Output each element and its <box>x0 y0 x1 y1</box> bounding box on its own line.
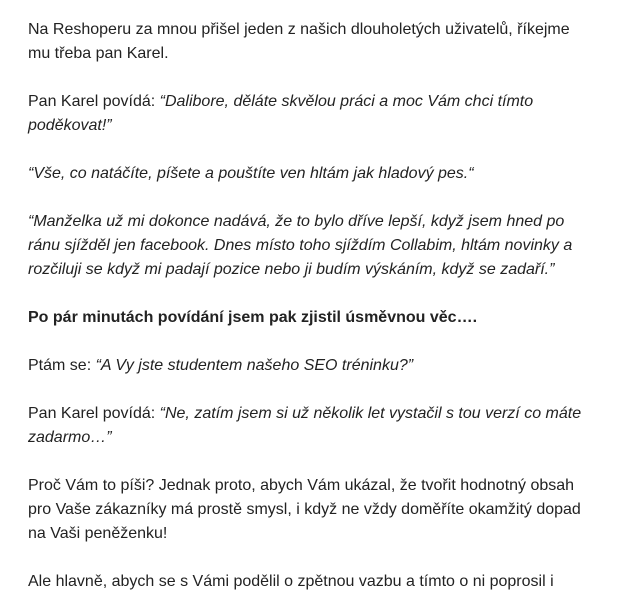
quote-thanks: “Dalibore, děláte skvělou práci a moc Vám chci tímto poděkovat!” <box>28 93 534 134</box>
paragraph-karel-answer <box>28 402 588 450</box>
paragraph-why <box>28 474 588 546</box>
paragraph-feedback <box>28 570 588 594</box>
paragraph-intro-text: Na Reshoperu za mnou přišel jeden z našich dlouholetých uživatelů, říkejme mu třeba pan Karel. <box>28 21 570 62</box>
quote-question: “A Vy jste studentem našeho SEO tréninku?” <box>95 357 414 374</box>
question-lead: Ptám se: <box>28 357 96 374</box>
paragraph-karel-thanks <box>28 90 588 138</box>
paragraph-question <box>28 354 588 378</box>
paragraph-karel-wife <box>28 210 588 282</box>
quote-answer: “Ne, zatím jsem si už několik let vystačil s tou verzí co máte zadarmo…” <box>28 405 582 446</box>
discovery-bold-text: Po pár minutách povídání jsem pak zjistil úsměvnou věc…. <box>28 309 478 326</box>
paragraph-why-text: Proč Vám to píši? Jednak proto, abych Vám ukázal, že tvořit hodnotný obsah pro Vaše zákazníky má prostě smysl, i když ne vždy doměříte okamžitý dopad na Vaši peněženku! <box>28 477 581 542</box>
paragraph-intro <box>28 18 588 66</box>
paragraph-discovery <box>28 306 588 330</box>
speaker-lead: Pan Karel povídá: <box>28 93 160 110</box>
paragraph-feedback-text: Ale hlavně, abych se s Vámi podělil o zpětnou vazbu a tímto o ni poprosil i <box>28 573 554 590</box>
paragraph-karel-hungry <box>28 162 588 186</box>
quote-hungry: “Vše, co natáčíte, píšete a pouštíte ven hltám jak hladový pes.“ <box>28 165 474 182</box>
speaker-lead-answer: Pan Karel povídá: <box>28 405 160 422</box>
quote-wife: “Manželka už mi dokonce nadává, že to bylo dříve lepší, když jsem hned po ránu sjížděl jen facebook. Dnes místo toho sjíždím Collabim, hltám novinky a rozčiluji se když mi padají pozice nebo ji budím výskáním, když se zadaří.” <box>28 213 573 278</box>
